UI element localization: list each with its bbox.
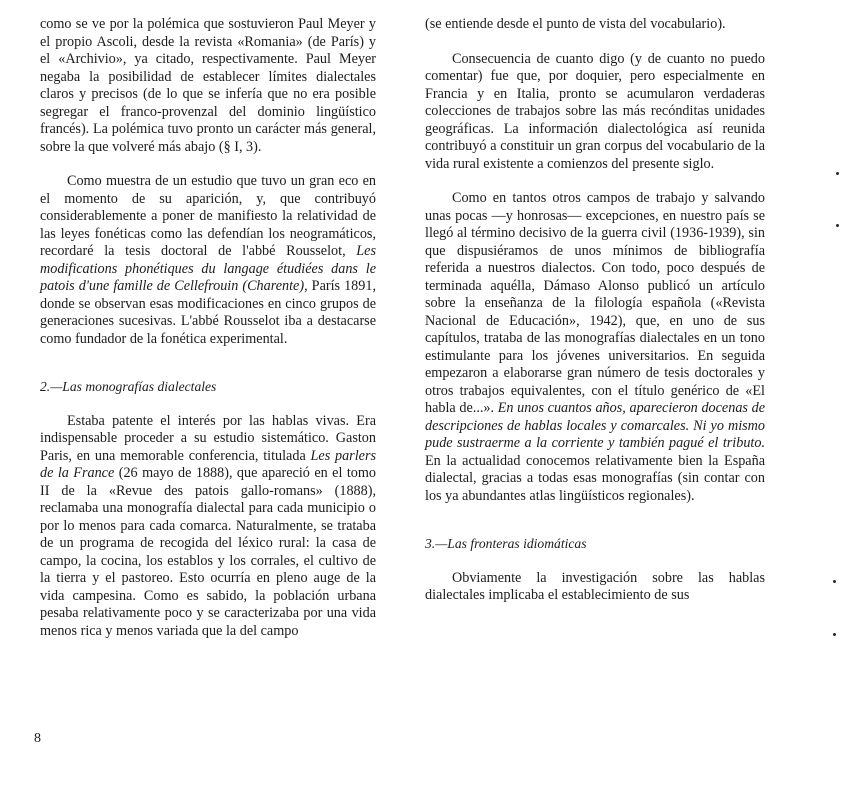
right-paragraph-3-text-d: En la actualidad conocemos relativamente bien la España dialectal, gracias a todas esas monografías (sin contar con los ya abundantes atlas lingüísticos regionales). bbox=[425, 452, 765, 504]
right-paragraph-3-italic-c: Ni yo mismo pude sustraerme a la corriente y también pagué el tributo. bbox=[425, 417, 765, 451]
left-column bbox=[40, 16, 376, 640]
margin-mark-2 bbox=[836, 224, 839, 227]
left-paragraph-3-text-a: Estaba patente el interés por las hablas vivas. Era indispensable proceder a su estudio sistemático. Gaston Paris, en una memorable conferencia, titulada bbox=[40, 412, 376, 464]
section-heading-3: 3.—Las fronteras idiomáticas bbox=[425, 536, 587, 551]
left-paragraph-2-text-a: Como muestra de un estudio que tuvo un gran eco en el momento de su aparición, y, que contribuyó considerablemente a poner de manifiesto la relatividad de las leyes fonéticas como las defendían los neogramáticos, recordaré la tesis doctoral de l'abbé Rousselot, bbox=[40, 173, 376, 259]
page-number: 8 bbox=[34, 731, 41, 746]
right-paragraph-1: (se entiende desde el punto de vista del vocabulario). bbox=[425, 16, 726, 32]
right-column bbox=[425, 16, 765, 605]
right-paragraph-3-text-a: Como en tantos otros campos de trabajo y salvando unas pocas —y honrosas— excepciones, en nuestro país se llegó al término decisivo de la guerra civil (1936-1939), sin que dispusiéramos de unos mínimos de bibliografía referida a nuestros dialectos. Con todo, poco después de terminada aquélla, Dámaso Alonso publicó un artículo sobre la enseñanza de la filología española («Revista Nacional de Educación», 1942), que, en uno de sus capítulos, trataba de las monografías dialectales en un tono estimulante para los jóvenes universitarios. En seguida empezaron a elaborarse gran número de tesis doctorales y otros trabajos equivalentes, con el título genérico de «El habla de...». bbox=[425, 190, 765, 416]
margin-mark-4 bbox=[833, 633, 836, 636]
rousselot-thesis-title: Les modifications phonétiques du langage étudiées dans le patois d'une famille de Cellefrouin (Charente) bbox=[40, 243, 376, 294]
left-paragraph-3 bbox=[40, 413, 376, 641]
paris-conference-title: Les parlers de la France bbox=[40, 447, 376, 481]
left-paragraph-2 bbox=[40, 173, 376, 348]
right-paragraph-3-italic-b: En unos cuantos años, aparecieron docenas de descripciones de hablas locales y comarcales. bbox=[425, 400, 765, 434]
left-paragraph-1: como se ve por la polémica que sostuvieron Paul Meyer y el propio Ascoli, desde la revista «Romania» (de París) y el «Archivio», ya citado, respectivamente. Paul Meyer negaba la posibilidad de establecer límites dialectales claros y precisos (de lo que se infería que no era posible segregar el franco-provenzal del dominio lingüístico francés). La polémica tuvo pronto un carácter más general, sobre la que volveré más abajo (§ I, 3). bbox=[40, 16, 376, 155]
left-paragraph-3-text-b: (26 mayo de 1888), que apareció en el tomo II de la «Revue des patois gallo-romans» (1888), reclamaba una monografía dialectal para cada municipio o por lo menos para cada comarca. Naturalmente, se trataba de un programa de recogida del léxico rural: la casa de campo, la cocina, los establos y los corrales, el cultivo de la tierra y el pastoreo. Esto ocurría en pleno auge de la vida campesina. Como es sabido, la población urbana pesaba relativamente poco y se caracterizaba por una vida menos rica y menos variada que la del campo bbox=[40, 465, 376, 639]
right-paragraph-4: Obviamente la investigación sobre las hablas dialectales implicaba el establecimiento de sus bbox=[425, 569, 765, 603]
section-heading-2: 2.—Las monografías dialectales bbox=[40, 379, 217, 394]
right-paragraph-3 bbox=[425, 190, 765, 505]
margin-mark-1 bbox=[836, 172, 839, 175]
right-paragraph-2: Consecuencia de cuanto digo (y de cuanto no puedo comentar) fue que, por doquier, pero especialmente en Francia y en Italia, pronto se acumularon verdaderas colecciones de trabajos sobre las más recónditas unidades geográficas. La información dialectológica así reunida contribuyó a constituir un gran corpus del vocabulario de la vida rural existente a comienzos del presente siglo. bbox=[425, 50, 765, 172]
margin-mark-3 bbox=[833, 580, 836, 583]
left-paragraph-2-text-b: , París 1891, donde se observan esas modificaciones en cinco grupos de generaciones sucesivas. L'abbé Rousselot iba a destacarse como fundador de la fonética experimental. bbox=[40, 278, 377, 347]
